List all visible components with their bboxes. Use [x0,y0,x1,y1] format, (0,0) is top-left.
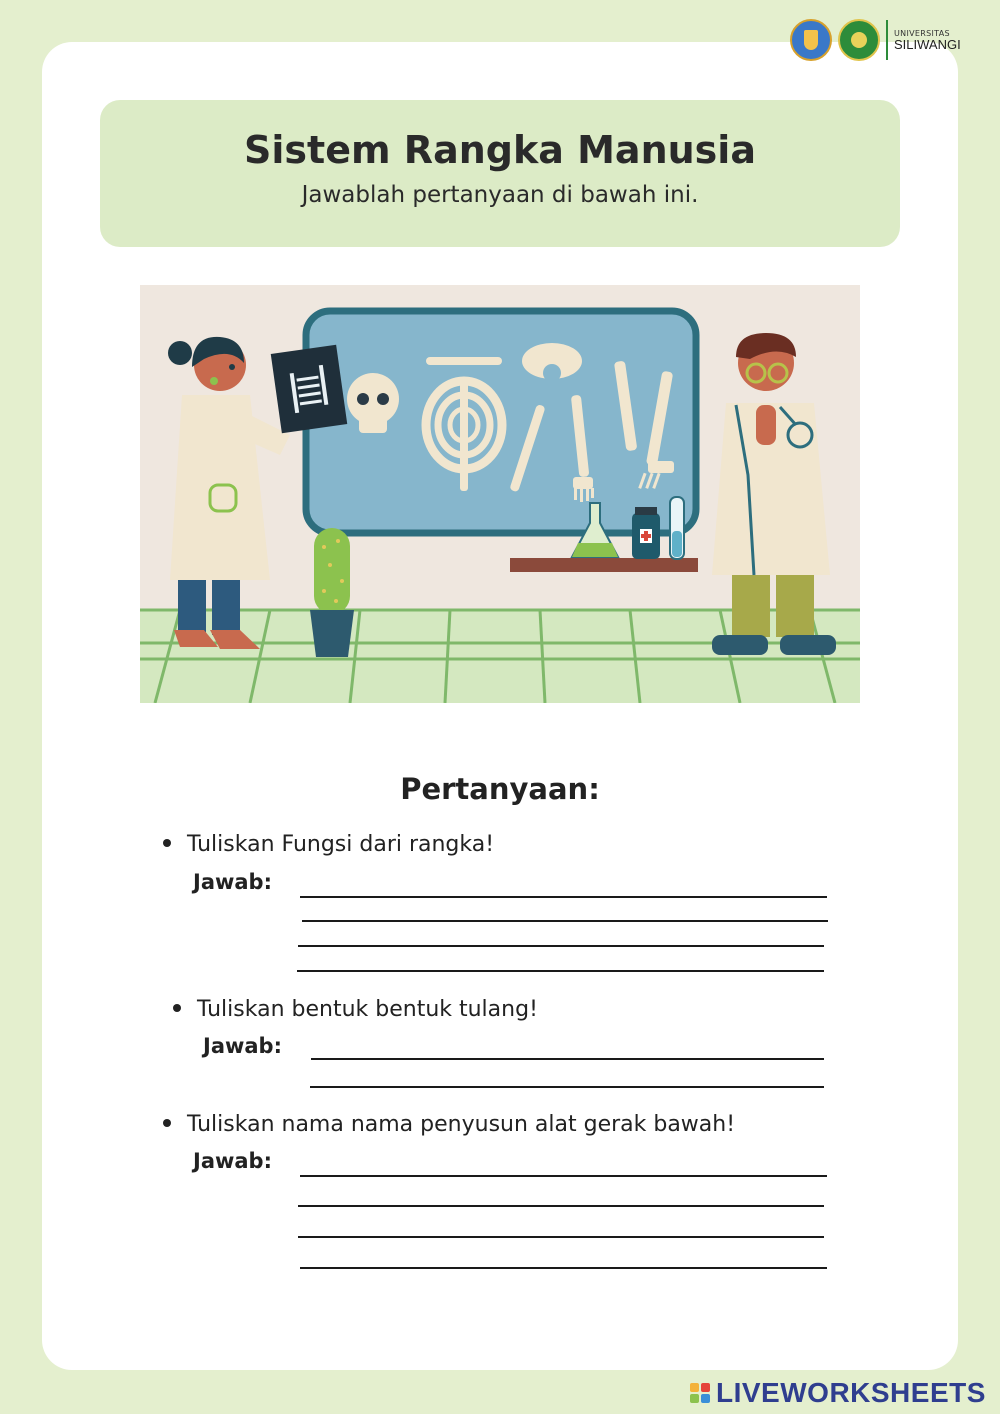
university-wordmark [894,30,961,51]
header-box [100,100,900,247]
university-seal-icon [838,19,880,61]
question-text: Tuliskan nama nama penyusun alat gerak bawah! [187,1112,736,1137]
answer-label: Jawab: [193,870,272,894]
liveworksheets-wordmark: LIVEWORKSHEETS [716,1377,986,1408]
university-logos [790,14,961,66]
university-name: SILIWANGI [894,36,961,52]
skeleton-lab-illustration [140,285,860,703]
page-title: Sistem Rangka Manusia [244,128,756,172]
bullet-icon [163,839,171,847]
answer-line[interactable] [300,1267,827,1269]
cactus-plant-icon [310,528,354,657]
medicine-bottle-icon [632,507,660,559]
collarbone-icon [426,357,502,365]
question-item [163,832,494,857]
page-subtitle: Jawablah pertanyaan di bawah ini. [301,182,699,208]
questions-heading: Pertanyaan: [400,772,600,806]
x-ray-film-icon [271,345,347,433]
answer-label: Jawab: [193,1149,272,1173]
answer-line[interactable] [300,896,827,898]
question-item [163,1112,735,1137]
question-text: Tuliskan Fungsi dari rangka! [187,832,495,857]
answer-line[interactable] [311,1058,824,1060]
answer-line[interactable] [302,920,828,922]
question-item [173,997,538,1022]
liveworksheets-logo-icon [690,1383,710,1403]
question-text: Tuliskan bentuk bentuk tulang! [197,997,538,1022]
test-tube-icon [670,497,684,559]
answer-line[interactable] [298,945,824,947]
answer-line[interactable] [297,970,824,972]
bullet-icon [163,1119,171,1127]
answer-line[interactable] [298,1205,824,1207]
answer-line[interactable] [310,1086,824,1088]
ministry-logo-icon [790,19,832,61]
liveworksheets-brand [690,1377,986,1409]
university-label: UNIVERSITAS [894,28,950,38]
logo-divider [886,20,888,60]
answer-line[interactable] [298,1236,824,1238]
bullet-icon [173,1004,181,1012]
answer-label: Jawab: [203,1034,282,1058]
answer-line[interactable] [300,1175,827,1177]
